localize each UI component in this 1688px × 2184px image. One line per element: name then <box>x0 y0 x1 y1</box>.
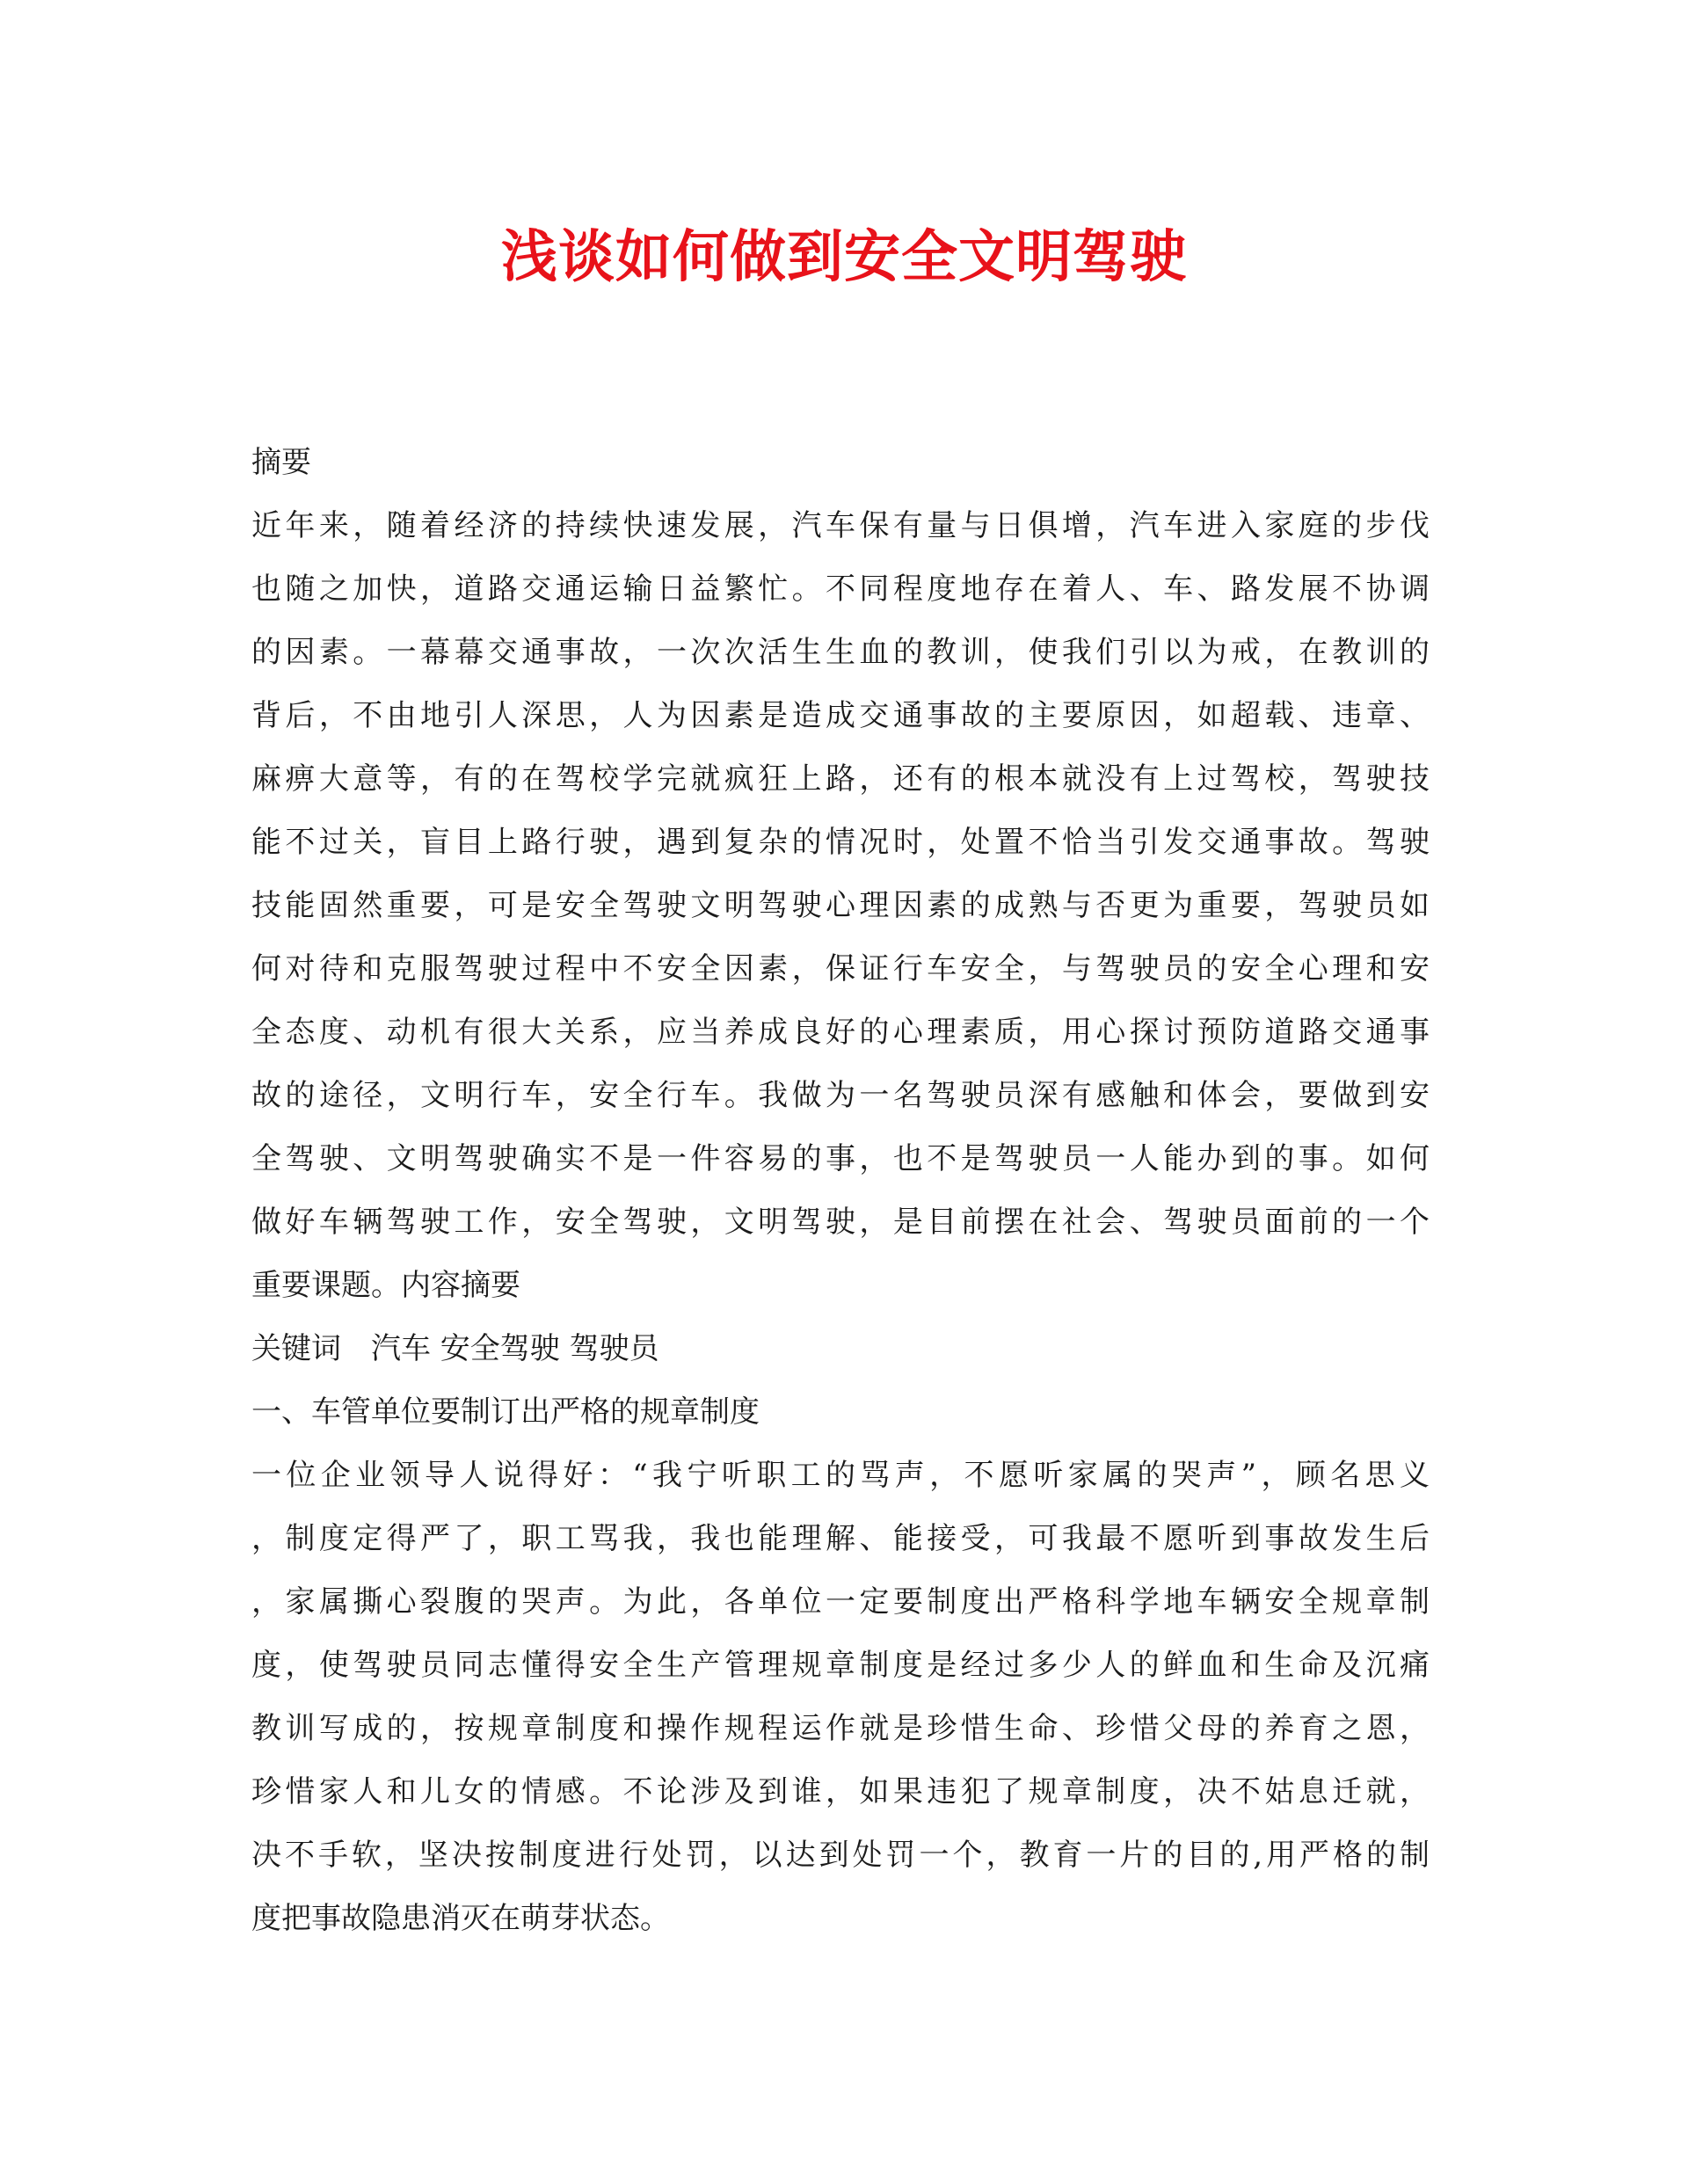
section-line: 度把事故隐患消灭在萌芽状态。 <box>251 1901 670 1936</box>
section-heading: 一、车管单位要制订出严格的规章制度 <box>251 1394 760 1430</box>
section-line: 决不手软，坚决按制度进行处罚，以达到处罚一个，教育一片的目的,用严格的制 <box>251 1838 1430 1873</box>
abstract-line: 何对待和克服驾驶过程中不安全因素，保证行车安全，与驾驶员的安全心理和安 <box>251 951 1430 986</box>
abstract-line: 做好车辆驾驶工作，安全驾驶，文明驾驶，是目前摆在社会、驾驶员面前的一个 <box>251 1205 1430 1240</box>
abstract-heading: 摘要 <box>251 445 311 480</box>
abstract-line: 技能固然重要，可是安全驾驶文明驾驶心理因素的成熟与否更为重要，驾驶员如 <box>251 888 1430 923</box>
abstract-line: 全态度、动机有很大关系，应当养成良好的心理素质，用心探讨预防道路交通事 <box>251 1015 1430 1050</box>
abstract-line: 全驾驶、文明驾驶确实不是一件容易的事，也不是驾驶员一人能办到的事。如何 <box>251 1141 1430 1176</box>
document-title: 浅谈如何做到安全文明驾驶 <box>501 224 1187 290</box>
section-line: ，家属撕心裂腹的哭声。为此，各单位一定要制度出严格科学地车辆安全规章制 <box>251 1584 1430 1620</box>
document-body <box>251 431 1430 1950</box>
section-line: 度，使驾驶员同志懂得安全生产管理规章制度是经过多少人的鲜血和生命及沉痛 <box>251 1648 1430 1683</box>
section-line: 珍惜家人和儿女的情感。不论涉及到谁，如果违犯了规章制度，决不姑息迁就， <box>251 1774 1430 1809</box>
section-line: 一位企业领导人说得好：“我宁听职工的骂声，不愿听家属的哭声”，顾名思义 <box>251 1458 1430 1493</box>
abstract-line: 能不过关，盲目上路行驶，遇到复杂的情况时，处置不恰当引发交通事故。驾驶 <box>251 825 1430 860</box>
abstract-line: 麻痹大意等，有的在驾校学完就疯狂上路，还有的根本就没有上过驾校，驾驶技 <box>251 761 1430 797</box>
abstract-line: 背后，不由地引人深思，人为因素是造成交通事故的主要原因，如超载、违章、 <box>251 698 1430 733</box>
abstract-paragraph <box>251 494 1430 1317</box>
abstract-line: 也随之加快，道路交通运输日益繁忙。不同程度地存在着人、车、路发展不协调 <box>251 571 1430 607</box>
section-line: ，制度定得严了，职工骂我，我也能理解、能接受，可我最不愿听到事故发生后 <box>251 1521 1430 1556</box>
section-line: 教训写成的，按规章制度和操作规程运作就是珍惜生命、珍惜父母的养育之恩， <box>251 1711 1430 1746</box>
abstract-line: 故的途径，文明行车，安全行车。我做为一名驾驶员深有感触和体会，要做到安 <box>251 1078 1430 1113</box>
section-paragraph <box>251 1444 1430 1950</box>
abstract-line: 重要课题。内容摘要 <box>251 1268 520 1303</box>
keywords-line: 关键词 汽车 安全驾驶 驾驶员 <box>251 1331 659 1366</box>
abstract-line: 的因素。一幕幕交通事故，一次次活生生血的教训，使我们引以为戒，在教训的 <box>251 635 1430 670</box>
abstract-line: 近年来，随着经济的持续快速发展，汽车保有量与日俱增，汽车进入家庭的步伐 <box>251 508 1430 543</box>
